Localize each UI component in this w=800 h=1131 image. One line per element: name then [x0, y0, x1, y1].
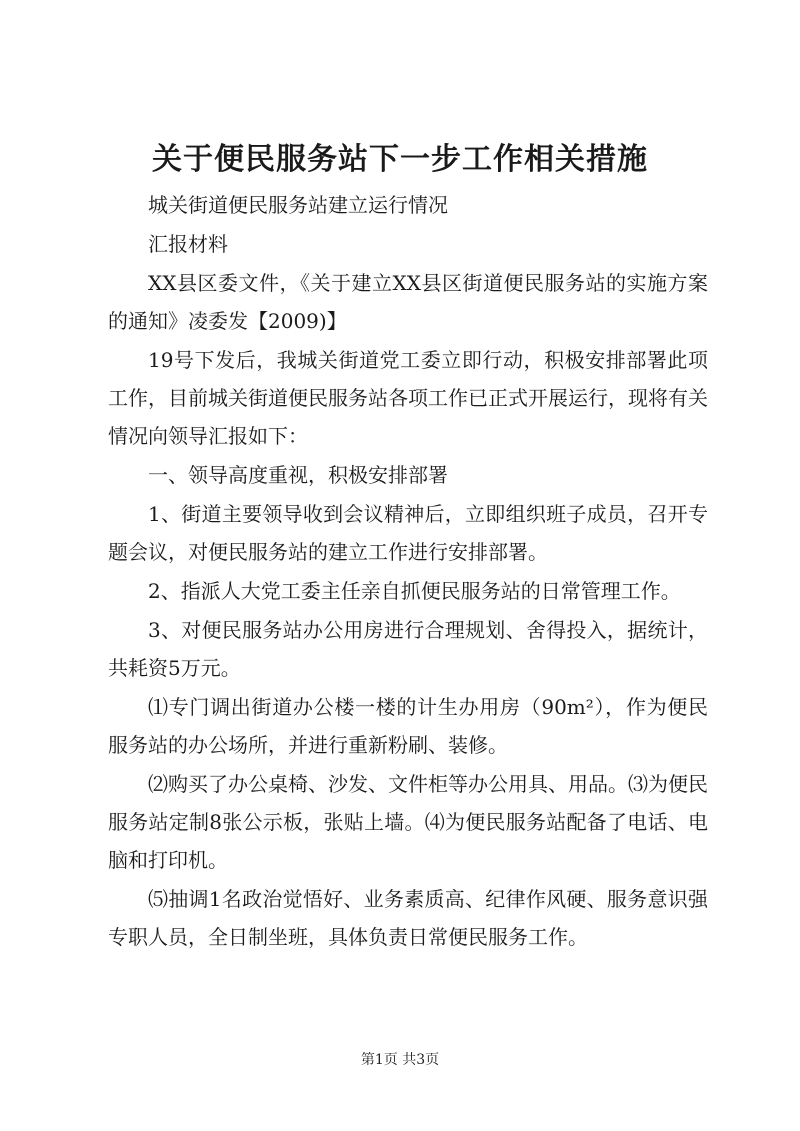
paragraph-subtitle: 城关街道便民服务站建立运行情况: [148, 193, 448, 217]
paragraph-report-label: 汇报材料: [148, 232, 228, 256]
document-body: [108, 186, 708, 957]
paragraph-subitem-1: ⑴专门调出街道办公楼一楼的计生办用房（90m²），作为便民服务站的办公场所，并进行重新粉刷、装修。: [108, 695, 708, 757]
page-footer: 第1页 共3页: [360, 1052, 440, 1068]
document-title: 关于便民服务站下一步工作相关措施: [152, 142, 648, 177]
paragraph-item-1: 1、街道主要领导收到会议精神后，立即组织班子成员，召开专题会议，对便民服务站的建立工作进行安排部署。: [108, 502, 708, 564]
section-heading-1: 一、领导高度重视，积极安排部署: [148, 463, 448, 487]
paragraph-subitem-5: ⑸抽调1名政治觉悟好、业务素质高、纪律作风硬、服务意识强专职人员，全日制坐班，具体负责日常便民服务工作。: [108, 887, 708, 949]
paragraph-intro: 19号下发后，我城关街道党工委立即行动，积极安排部署此项工作，目前城关街道便民服务站各项工作已正式开展运行，现将有关情况向领导汇报如下：: [108, 348, 708, 448]
paragraph-subitem-2-4: ⑵购买了办公桌椅、沙发、文件柜等办公用具、用品。⑶为便民服务站定制8张公示板，张贴上墙。⑷为便民服务站配备了电话、电脑和打印机。: [108, 772, 708, 872]
paragraph-item-3: 3、对便民服务站办公用房进行合理规划、舍得投入，据统计，共耗资5万元。: [108, 618, 708, 680]
paragraph-item-2: 2、指派人大党工委主任亲自抓便民服务站的日常管理工作。: [148, 579, 681, 603]
paragraph-reference: XX县区委文件，《关于建立XX县区街道便民服务站的实施方案的通知》凌委发【2009)】: [108, 271, 708, 333]
